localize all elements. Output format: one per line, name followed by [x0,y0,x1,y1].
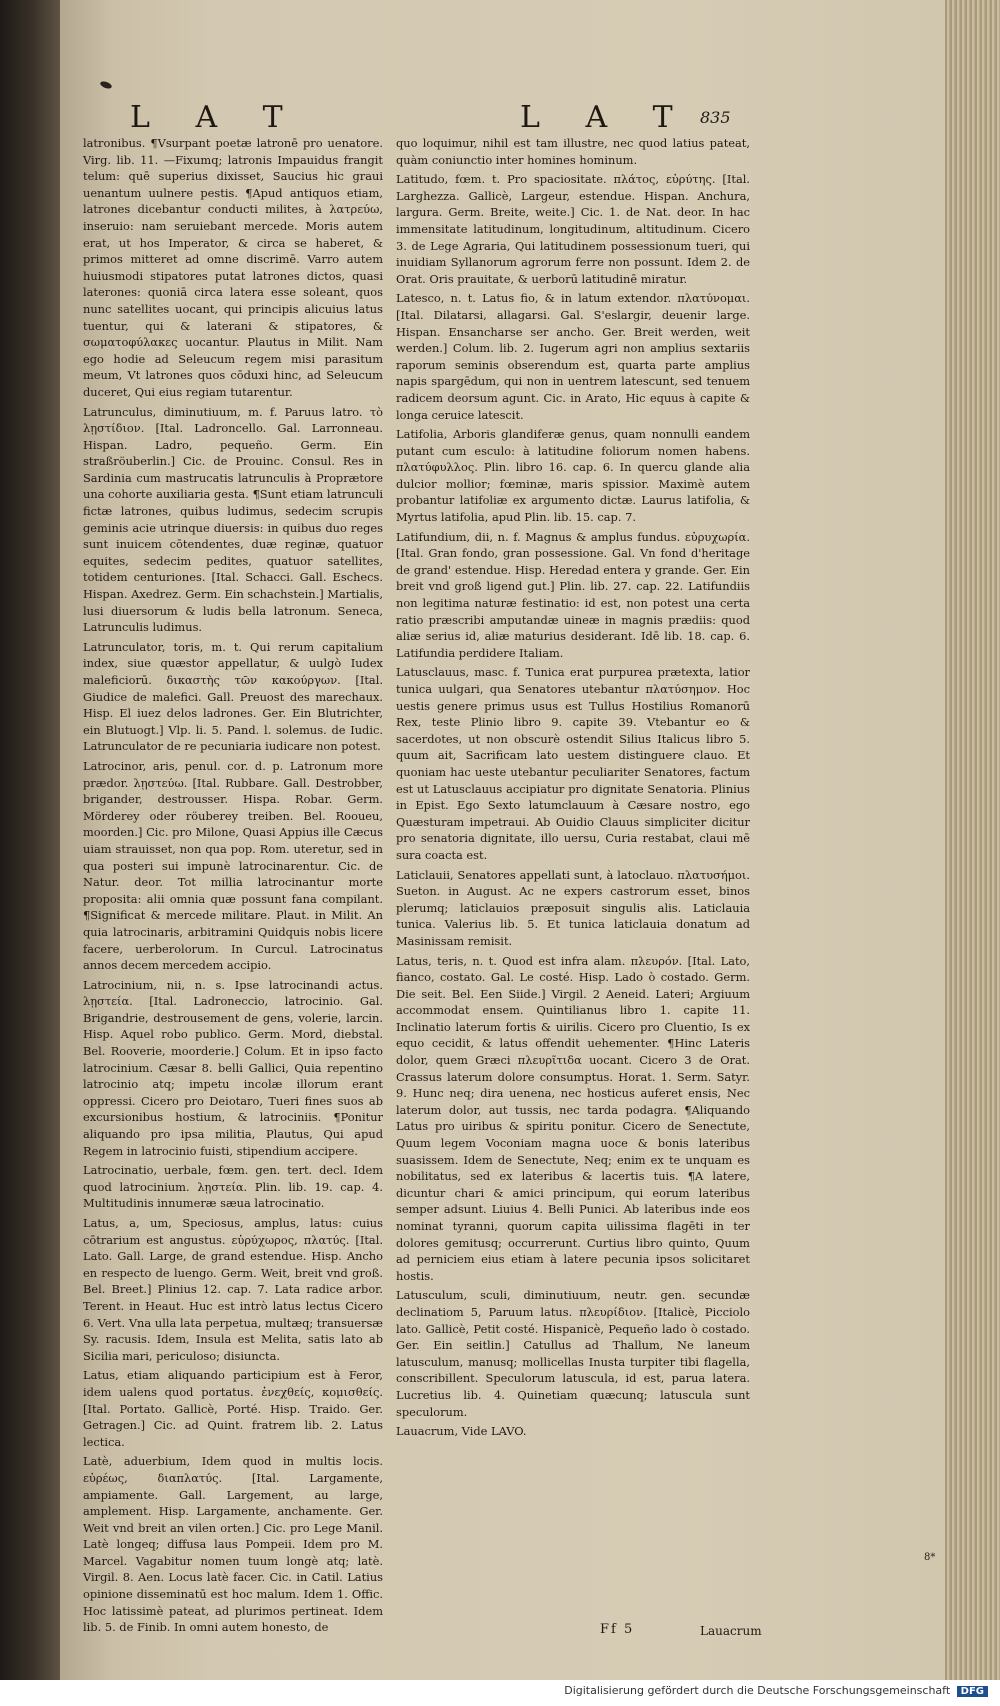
entry-latifolia: Latifolia, Arboris glandiferæ genus, quam nonnulli eandem putant cum esculo: à latitudine foliorum nomen habens. πλατύφυλλος. Plin. libro 16. cap. 6. In quercu glande alia dulcior mollior; fœminæ, maris spissior. Maximè autem probantur latifoliæ ex argumento dictæ. Laurus latifolia, & Myrtus latifolia, apud Plin. lib. 15. cap. 7. [396,427,750,525]
entry-latrocinium: Latrocinium, nii, n. s. Ipse latrocinandi actus. λῃστεία. [Ital. Ladroneccio, latrocinio. Gal. Brigandrie, destrousement de gens, volerie, larcin. Hisp. Aquel robo publico. Germ. Mord, diebstal. Bel. Rooverie, moorderie.] Colum. Et in ipso facto latrocinium. Cæsar 8. belli Gallici, Quia repentino latrocinio atq; impetu incolæ illorum erant oppressi. Cicero pro Deiotaro, Tueri fines suos ab excursionibus hostium, & latrociniis. ¶Ponitur aliquando pro ipsa militia, Plautus, Qui apud Regem in latrocinio fuisti, stipendium accipere. [83,977,383,1158]
entry-latrunculus: Latrunculus, diminutiuum, m. f. Paruus latro. τὸ λῃστίδιον. [Ital. Ladroncello. Gal. Larronneau. Hispan. Ladro, pequeño. Germ. Ein straßröuberlin.] Cic. de Prouinc. Consul. Res in Sardinia cum mastrucatis latrunculis à Proprætore una cohorte auxiliaria gesta. ¶Sunt etiam latrunculi fictæ latrones, quibus ludimus, sedecim scrupis geminis acie utrinque diuersis: in quibus duo reges sunt inuicem cōtendentes, duæ reginæ, quatuor equites, sedecim pedites, quatuor satellites, totidem centuriones. [Ital. Schacci. Gall. Eschecs. Hispan. Axedrez. Germ. Ein schachstein.] Martialis, lusi diuersorum & ludis bella latronum. Seneca, Latrunculis ludimus. [83,404,383,635]
signature-mark: Ff 5 [600,1622,635,1637]
entry-latus-noun: Latus, teris, n. t. Quod est infra alam. πλευρόν. [Ital. Lato, fianco, costato. Gal. Le costé. Hisp. Lado ò costado. Germ. Die seit. Bel. Een Siide.] Virgil. 2 Aeneid. Lateri; Argiuum accommodat ensem. Quintilianus libro 1. capite 11. Inclinatio laterum fortis & uirilis. Cicero pro Cluentio, Is ex equo cecidit, & latus offendit uehementer. ¶Hinc Lateris dolor, quem Græci πλευρῖτιδα uocant. Cicero 3 de Orat. Crassus laterum dolore consumptus. Horat. 1. Serm. Satyr. 9. Hunc neq; dira uenena, nec hosticus auferet ensis, Nec laterum dolor, aut tussis, nec tarda podagra. ¶Aliquando Latus pro uiribus & spiritu ponitur. Cicero de Senectute, Quum legem Voconiam magna uoce & bonis lateribus suasissem. Idem de Senectute, Neq; enim ex te unquam es nobilitatus, sed ex lateribus & lacertis tuis. ¶A latere, dicuntur chari & amici principum, qui eorum lateribus semper adsunt. Liuius 4. Belli Punici. Ab lateribus inde eos nominat tyranni, quorum capita uilissima flagēti in ter dolores gemitusq; occurrerunt. Curtius libro quinto, Quum ad perniciem eius etiam à latere pecunia ipsos solicitaret hostis. [396,953,750,1283]
page-edges [945,0,1000,1706]
left-column [83,135,383,1639]
entry-latifundium: Latifundium, dii, n. f. Magnus & amplus fundus. εὐρυχωρία. [Ital. Gran fondo, gran possessione. Gal. Vn fond d'heritage de grand' estendue. Hisp. Heredad entera y grande. Ger. Ein breit vnd groß ligend gut.] Plin. lib. 27. cap. 22. Latifundiis non legitima naturæ festinatio: id est, non potest una certa ratio præscribi amputandæ uineæ in magnis prædiis: quod aliæ serius id, aliæ maturius desiderant. Idē lib. 18. cap. 6. Latifundia perdidere Italiam. [396,529,750,660]
entry-latusclauus: Latusclauus, masc. f. Tunica erat purpurea prætexta, latior tunica uulgari, qua Senatores utebantur πλατύσημον. Hoc uestis genere primus usus est Tullus Hostilius Romanorū Rex, teste Plinio libro 9. capite 39. Vtebantur eo & sacerdotes, ut non obscurè ostendit Silius Italicus libro 5. quum ait, Sacrificam lato uestem distinguere clauo. Et quoniam hac ueste utebantur peculiariter Senatores, factum est ut Latusclauus accipiatur pro dignitate Senatoria. Plinius in Epist. Ego Sexto latumclauum à Cæsare nostro, ego Quæsturam impetraui. Ab Ouidio Clauus simpliciter dicitur pro senatoria dignitate, illo uersu, Curia restabat, claui mē sura coacta est. [396,665,750,862]
entry-latrunculator: Latrunculator, toris, m. t. Qui rerum capitalium index, siue quæstor appellatur, & uulgò Iudex maleficiorū. δικαστὴς τῶν κακούργων. [Ital. Giudice de malefici. Gall. Preuost des marechaux. Hisp. El iuez delos ladrones. Ger. Ein Blutrichter, ein Blutuogt.] Vlp. li. 5. Pand. l. solemus. de Iudic. Latrunculator de re pecuniaria iudicare non potest. [83,639,383,754]
digitization-credit [564,1684,988,1697]
credit-text: Digitalisierung gefördert durch die Deutsche Forschungsgemeinschaft [564,1684,951,1697]
entry-laticlauii: Laticlauii, Senatores appellati sunt, à latoclauo. πλατυσήμοι. Sueton. in August. Ac ne expers castrorum esset, binos plerumq; laticlauios præposuit singulis alis. Laticlauia tunica. Valerius lib. 5. Et tunica laticlauia donatum ad Masinissam remisit. [396,867,750,948]
entry-latitudo: Latitudo, fœm. t. Pro spaciositate. πλάτος, εὐρύτης. [Ital. Larghezza. Gallicè, Largeur, estendue. Hispan. Anchura, largura. Germ. Breite, weite.] Cic. 1. de Nat. deor. In hac immensitate latitudinum, longitudinum, altitudinum. Cicero 3. de Lege Agraria, Qui latitudinem possessionum tueri, qui inuidiam Syllanorum agrorum ferre non possunt. Idem 2. de Orat. Oris prauitate, & uerborū latitudinē miratur. [396,172,750,286]
entry-latrocinor: Latrocinor, aris, penul. cor. d. p. Latronum more prædor. λῃστεύω. [Ital. Rubbare. Gall. Destrobber, brigander, destrousser. Hispa. Robar. Germ. Mörderey oder röuberey treiben. Bel. Rooueu, moorden.] Cic. pro Milone, Quasi Appius ille Cæcus uiam strauisset, non qua pop. Rom. uteretur, sed in qua posteri sui impunè latrocinarentur. Cic. de Natur. deor. Tot millia latrocinantur morte proposita: alii omnia quæ possunt fana compilant. ¶Significat & mercede militare. Plaut. in Milit. An quia latrocinaris, arbitramini Quidquis nobis licere facere, uerberolorum. In Curcul. Latrocinatus annos decem mercedem accipio. [83,758,383,973]
entry-latesco: Latesco, n. t. Latus fio, & in latum extendor. πλατύνομαι. [Ital. Dilatarsi, allagarsi. Gal. S'eslargir, deuenir large. Hispan. Ensancharse ser ancho. Ger. Breit werden, weit werden.] Colum. lib. 2. Iugerum agri non amplius sextariis raporum seminis obserendum est, quarta parte amplius napis spargēdum, qui non in uentrem latescunt, sed tenuem radicem deorsum agunt. Cic. in Arato, Hic equus à capite & longa ceruice latescit. [396,291,750,422]
running-head-right: L A T [520,100,691,135]
entry-latronibus: latronibus. ¶Vsurpant poetæ latronē pro uenatore. Virg. lib. 11. —Fixumq; latronis Impauidus frangit telum: quē superius dixisset, Saucius hic graui uenantum uulnere pestis. ¶Apud antiquos etiam, latrones dicebantur conducti milites, à λατρεύω, inseruio: nam seruiebant mercede. Moris autem erat, ut hos Imperator, & circa se haberet, & primos mitteret ad omne discrimē. Varro autem huiusmodi stipatores putat latrones dictos, quasi laterones: quoniā circa latera esse soleant, quos nunc satellites uocant, qui principis alicuius latus tuentur, qui & laterani & stipatores, & σωματοφύλακες uocantur. Plautus in Milit. Nam ego hodie ad Seleucum regem misi parasitum meum, Vt latrones quos cōduxi hinc, ad Seleucum duceret, Qui eius regiam tutarentur. [83,136,383,399]
entry-lauacrum: Lauacrum, Vide LAVO. [396,1424,527,1439]
lower-mark: 8* [924,1552,936,1563]
entry-continuation: quo loquimur, nihil est tam illustre, nec quod latius pateat, quàm coniunctio inter homines hominum. [396,136,750,167]
page-number: 835 [700,108,731,127]
entry-latusculum: Latusculum, sculi, diminutiuum, neutr. gen. secundæ declinatiom 5, Paruum latus. πλευρίδιον. [Italicè, Picciolo lato. Gallicè, Petit costé. Hispanicè, Pequeño lado ò costado. Ger. Ein seitlin.] Catullus ad Thallum, Ne laneum latusculum, manusq; mollicellas Inusta turpiter tibi flagella, conscribillent. Speculorum latuscula, id est, parua latera. Lucretius lib. 4. Quinetiam quæcunq; latuscula sunt speculorum. [396,1288,750,1419]
entry-late: Latè, aduerbium, Idem quod in multis locis. εὐρέως, διαπλατύς. [Ital. Largamente, ampiamente. Gall. Largement, au large, amplement. Hisp. Largamente, anchamente. Ger. Weit vnd breit an vilen orten.] Cic. pro Lege Manil. Latè longeq; diffusa laus Pompeii. Idem pro M. Marcel. Vagabitur nomen tuum longè atq; latè. Virgil. 8. Aen. Locus latè facer. Cic. in Catil. Latius opinione disseminatū est hoc malum. Idem 1. Offic. Hoc latissimè pateat, ad plurimos pertineat. Idem lib. 5. de Finib. In omni autem honesto, de [83,1454,383,1635]
entry-latrocinatio: Latrocinatio, uerbale, fœm. gen. tert. decl. Idem quod latrocinium. λῃστεία. Plin. lib. 19. cap. 4. Multitudinis innumeræ sæua latrocinatio. [83,1163,383,1211]
entry-latus-participle: Latus, etiam aliquando participium est à Feror, idem ualens quod portatus. ἐνεχθείς, κομισθείς. [Ital. Portato. Gallicè, Porté. Hisp. Traido. Ger. Getragen.] Cic. ad Quint. fratrem lib. 2. Latus lectica. [83,1368,383,1449]
entry-latus-adj: Latus, a, um, Speciosus, amplus, latus: cuius cōtrarium est angustus. εὐρύχωρος, πλατύς. [Ital. Lato. Gall. Large, de grand estendue. Hisp. Ancho en respecto de luengo. Germ. Weit, breit vnd groß. Bel. Breet.] Plinius 12. cap. 7. Lata radice arbor. Terent. in Heaut. Huc est intrò latus lectus Cicero 6. Vert. Vna ulla lata perpetua, multæq; transuersæ Sy. racusis. Idem, Insula est Melita, satis lato ab Sicilia mari, periculoso; disiuncta. [83,1216,383,1363]
catchword: Lauacrum [700,1624,762,1638]
running-head-left: L A T [130,100,301,135]
right-column [396,135,750,1443]
dfg-logo: DFG [957,1686,988,1697]
